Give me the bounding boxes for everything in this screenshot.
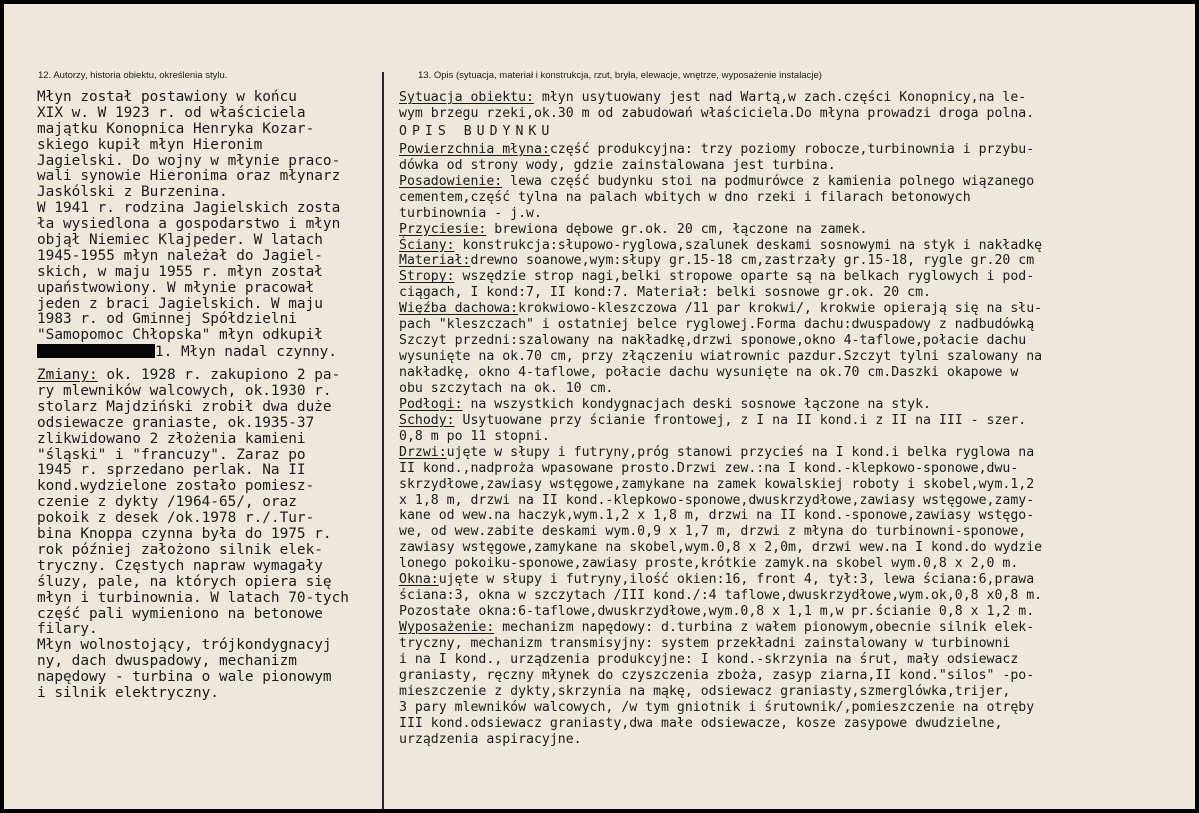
changes-line: stolarz Majdziński zrobił dwa duże [37, 398, 332, 415]
history-column [37, 90, 382, 702]
changes-line: odsiewacze graniaste, ok.1935-37 [37, 414, 315, 431]
equipment-line: III kond.odsiewacz graniasty,dwa małe odsiewacze, kosze zasypowe dwudzielne, [399, 715, 1003, 731]
doors-line: x 1,8 m, drzwi na II kond.-klepkowo-sponowe,dwuskrzydłowe,zawiasy wstęgowe,zamy- [399, 492, 1035, 508]
equipment-line: 3 pary mlewników walcowych, /w tym gniotnik i śrutownik/,pomieszczenie na otręby [399, 699, 1035, 715]
redaction-bar [37, 344, 155, 358]
changes-line: ry mlewników walcowych, ok.1930 r. [37, 383, 332, 400]
area-line: dówka od strony wody, gdzie zainstalowana jest turbina. [399, 157, 836, 173]
roof-truss-line: nakładkę, okno 4-taflowe, połacie dachu wysunięte na ok.70 cm.Daszki okapowe w [399, 365, 1019, 380]
doors-line: zawiasy wstęgowe,zamykane na skobel,wym.0,8 x 2,0m, drzwi wew.na I kond.do wydzie [399, 540, 1043, 556]
changes-line: bina Knoppa czynna była do 1975 r. [37, 526, 332, 543]
changes-line: ny, dach dwuspadowy, mechanizm [37, 653, 297, 670]
changes-line: Młyn wolnostojący, trójkondygnacyj [37, 637, 332, 654]
sill-text: brewiona dębowe gr.ok. 20 cm, łączone na zamek. [486, 221, 868, 237]
doors-line [399, 445, 1189, 461]
building-description-heading: OPIS BUDYNKU [399, 123, 555, 139]
situation-text: młyn usytuowany jest nad Wartą,w zach.części Konopnicy,na le- [533, 90, 1027, 105]
left-section-header: 12. Autorzy, historia obiektu, określenia stylu. [38, 70, 228, 81]
situation-label: Sytuacja obiektu: [399, 90, 534, 105]
changes-first-line [37, 368, 382, 384]
history-line: skich, w maju 1955 r. młyn został [37, 263, 323, 280]
changes-line: kond.wydzielone zostało pomiesz- [37, 478, 315, 495]
foundation-label: Posadowienie: [399, 173, 503, 189]
changes-line: czenie z dykty /1964-65/, oraz [37, 494, 297, 511]
changes-line: młyn i turbinownia. W latach 70-tych [37, 589, 349, 606]
floors-label: Podłogi: [399, 396, 463, 412]
history-line-text: 1. Młyn nadal czynny. [155, 344, 337, 361]
windows-text: ujęte w słupy i futryny,ilość okien:16, front 4, tył:3, lewa ściana:6,prawa [438, 572, 1035, 588]
history-line-redacted [37, 344, 382, 360]
material-line [399, 253, 1189, 269]
history-line: ła wysiedlona a gospodarstwo i młyn [37, 216, 341, 233]
changes-line: filary. [37, 621, 98, 638]
equipment-line: graniasty, ręczny młynek do czyszczenia zboża, zasyp ziarna,II kond."silos" -po- [399, 667, 1035, 683]
area-text: część produkcyjna: trzy poziomy robocze,turbinownia i przybu- [549, 141, 1035, 157]
doors-line: skrzydłowe,zawiasy wstęgowe,zamykane na zamek kowalskiej roboty i skobel,wym.1,2 [399, 476, 1035, 492]
history-line: Jagielski. Do wojny w młynie praco- [37, 152, 341, 169]
area-label: Powierzchnia młyna: [399, 141, 550, 157]
history-paragraph [37, 90, 382, 344]
material-label: Materiał: [399, 253, 471, 269]
equipment-line: mieszczenie z dykty,skrzynia na mąkę, odsiewacz graniasty,szmerglówka,trijer, [399, 683, 1011, 699]
doors-line: kane od wew.na haczyk,wym.1,2 x 1,8 m, drzwi na II kond.-sponowe,zawiasy wstęgo- [399, 508, 1035, 524]
roof-truss-line [399, 301, 1189, 317]
changes-line: rok później założono silnik elek- [37, 541, 323, 558]
changes-line: napędowy - turbina o wale pionowym [37, 669, 332, 686]
walls-line [399, 238, 1189, 254]
equipment-line: urządzenia aspiracyjne. [399, 731, 582, 747]
description-column [399, 90, 1189, 748]
history-line: Młyn został postawiony w końcu [37, 89, 297, 105]
history-line: objął Niemiec Klajpeder. W latach [37, 232, 323, 249]
history-line: Jaskólski z Burzenina. [37, 184, 228, 201]
changes-line: 1945 r. sprzedano perlak. Na II [37, 462, 306, 479]
roof-truss-line: wysunięte na ok.70 cm, przy złączeniu wiatrownic pazdur.Szczyt tylni szalowany na [399, 349, 1043, 365]
equipment-line [399, 620, 1189, 636]
walls-text: konstrukcja:słupowo-ryglowa,szalunek deskami sosnowymi na styk i nakładkę [454, 237, 1043, 253]
roof-truss-label: Więźba dachowa: [399, 301, 519, 317]
windows-label: Okna: [399, 572, 439, 588]
windows-line: ściana:3, okna w szczytach /III kond./:4 taflowe,dwuskrzydłowe,wym.ok,0,8 x0,8 m. [399, 588, 1043, 604]
right-section-header: 13. Opis (sytuacja, materiał i konstrukcja, rzut, bryła, elewacje, wnętrze, wyposażenie instalacje) [418, 70, 822, 81]
stairs-line: 0,8 m po 11 stopni. [399, 428, 550, 444]
situation-line [399, 90, 1189, 106]
walls-label: Ściany: [399, 237, 455, 253]
material-text: drewno soanowe,wym:słupy gr.15-18 cm,zastrzały gr.15-18, rygle gr.20 cm [470, 253, 1035, 269]
changes-line: śluzy, pale, na których opiera się [37, 573, 332, 590]
doors-line: lonego pokoiku-sponowe,zawiasy proste,krótkie zamyk.na skobel wym.0,8 x 2,0 m. [399, 556, 1019, 572]
changes-line: zlikwidowano 2 złożenia kamieni [37, 430, 306, 447]
sill-line [399, 222, 1189, 238]
history-line: jeden z braci Jagielskich. W maju [37, 295, 323, 312]
equipment-text: mechanizm napędowy: d.turbina z wałem pionowym,obecnie silnik elek- [494, 620, 1035, 635]
ceilings-text: wszędzie strop nagi,belki stropowe oparte są na belkach ryglowych i pod- [454, 269, 1035, 285]
stairs-line [399, 413, 1189, 429]
history-line: majątku Konopnica Henryka Kozar- [37, 120, 315, 137]
ceilings-line: ciągach, I kond:7, II kond:7. Materiał: belki sosnowe gr.ok. 20 cm. [399, 285, 931, 301]
roof-truss-text: krokwiowo-kleszczowa /11 par krokwi/, krokwie opierają się na słu- [518, 301, 1043, 317]
history-line: "Samopomoc Chłopska" młyn odkupił [37, 327, 323, 344]
changes-first-text: ok. 1928 r. zakupiono 2 pa- [97, 367, 341, 384]
equipment-line: tryczny, mechanizm transmisyjny: system przekładni zainstalowany w turbinowni [399, 635, 1011, 651]
history-line: 1983 r. od Gminnej Spółdzielni [37, 311, 297, 328]
changes-label: Zmiany: [37, 367, 98, 384]
roof-truss-line: obu szczytach na ok. 10 cm. [399, 380, 614, 396]
situation-line: wym brzegu rzeki,ok.30 m od zabudowań właściciela.Do młyna prowadzi droga polna. [399, 105, 1035, 121]
foundation-line: cementem,część tylna na palach wbitych w dno rzeki i filarach betonowych [399, 189, 971, 205]
doors-label: Drzwi: [399, 444, 447, 460]
column-divider [382, 72, 384, 809]
stairs-text: Usytuowane przy ścianie frontowej, z I na II kond.i z II na III - szer. [454, 412, 1027, 428]
foundation-line [399, 174, 1189, 190]
history-line: upaństwowiony. W młynie pracował [37, 279, 315, 296]
changes-line: pokoik z desek /ok.1978 r./.Tur- [37, 510, 315, 527]
area-line [399, 142, 1189, 158]
history-line: skiego kupił młyn Hieronim [37, 136, 263, 153]
changes-paragraph [37, 384, 382, 702]
ceilings-line [399, 269, 1189, 285]
roof-truss-line: Szczyt przedni:szalowany na nakładkę,drzwi sponowe,okno 4-taflowe,połacie dachu [399, 333, 1027, 349]
floors-text: na wszystkich kondygnacjach deski sosnowe łączone na styk. [462, 396, 931, 412]
changes-line: i silnik elektryczny. [37, 684, 219, 701]
changes-line: tryczny. Częstych napraw wymagały [37, 557, 323, 574]
windows-line [399, 572, 1189, 588]
equipment-label: Wyposażenie: [399, 620, 495, 635]
changes-line: "śląski" i "francuzy". Zaraz po [37, 446, 306, 463]
history-line: wali synowie Hieronima oraz młynarz [37, 168, 341, 185]
equipment-line: i na I kond., urządzenia produkcyjne: I kond.-skrzynia na śrut, mały odsiewacz [399, 651, 1019, 667]
sill-label: Przyciesie: [399, 221, 487, 237]
doors-line: we, od wew.zabite deskami wym.0,9 x 1,7 m, drzwi z młyna do turbinowni-sponowe, [399, 524, 1027, 540]
stairs-label: Schody: [399, 412, 455, 428]
history-line: XIX w. W 1923 r. od właściciela [37, 104, 306, 121]
history-line: W 1941 r. rodzina Jagielskich zosta [37, 200, 341, 217]
changes-line: część pali wymieniono na betonowe [37, 605, 323, 622]
doors-line: II kond.,nadproża wpasowane prosto.Drzwi zew.:na I kond.-klepkowo-sponowe,dwu- [399, 460, 1019, 476]
doors-text: ujęte w słupy i futryny,próg stanowi przycieś na I kond.i belka ryglowa na [446, 444, 1035, 460]
windows-line: Pozostałe okna:6-taflowe,dwuskrzydłowe,wym.0,8 x 1,1 m,w pr.ścianie 0,8 x 1,2 m. [399, 604, 1035, 620]
roof-truss-line: pach "kleszczach" i ostatniej belce ryglowej.Forma dachu:dwuspadowy z nadbudówką [399, 317, 1035, 333]
ceilings-label: Stropy: [399, 269, 455, 285]
foundation-line: turbinownia - j.w. [399, 205, 542, 221]
history-line: 1945-1955 młyn należał do Jagiel- [37, 247, 323, 264]
document-card [4, 4, 1195, 809]
foundation-text: lewa część budynku stoi na podmurówce z kamienia polnego wiązanego [502, 173, 1035, 189]
floors-line [399, 397, 1189, 413]
